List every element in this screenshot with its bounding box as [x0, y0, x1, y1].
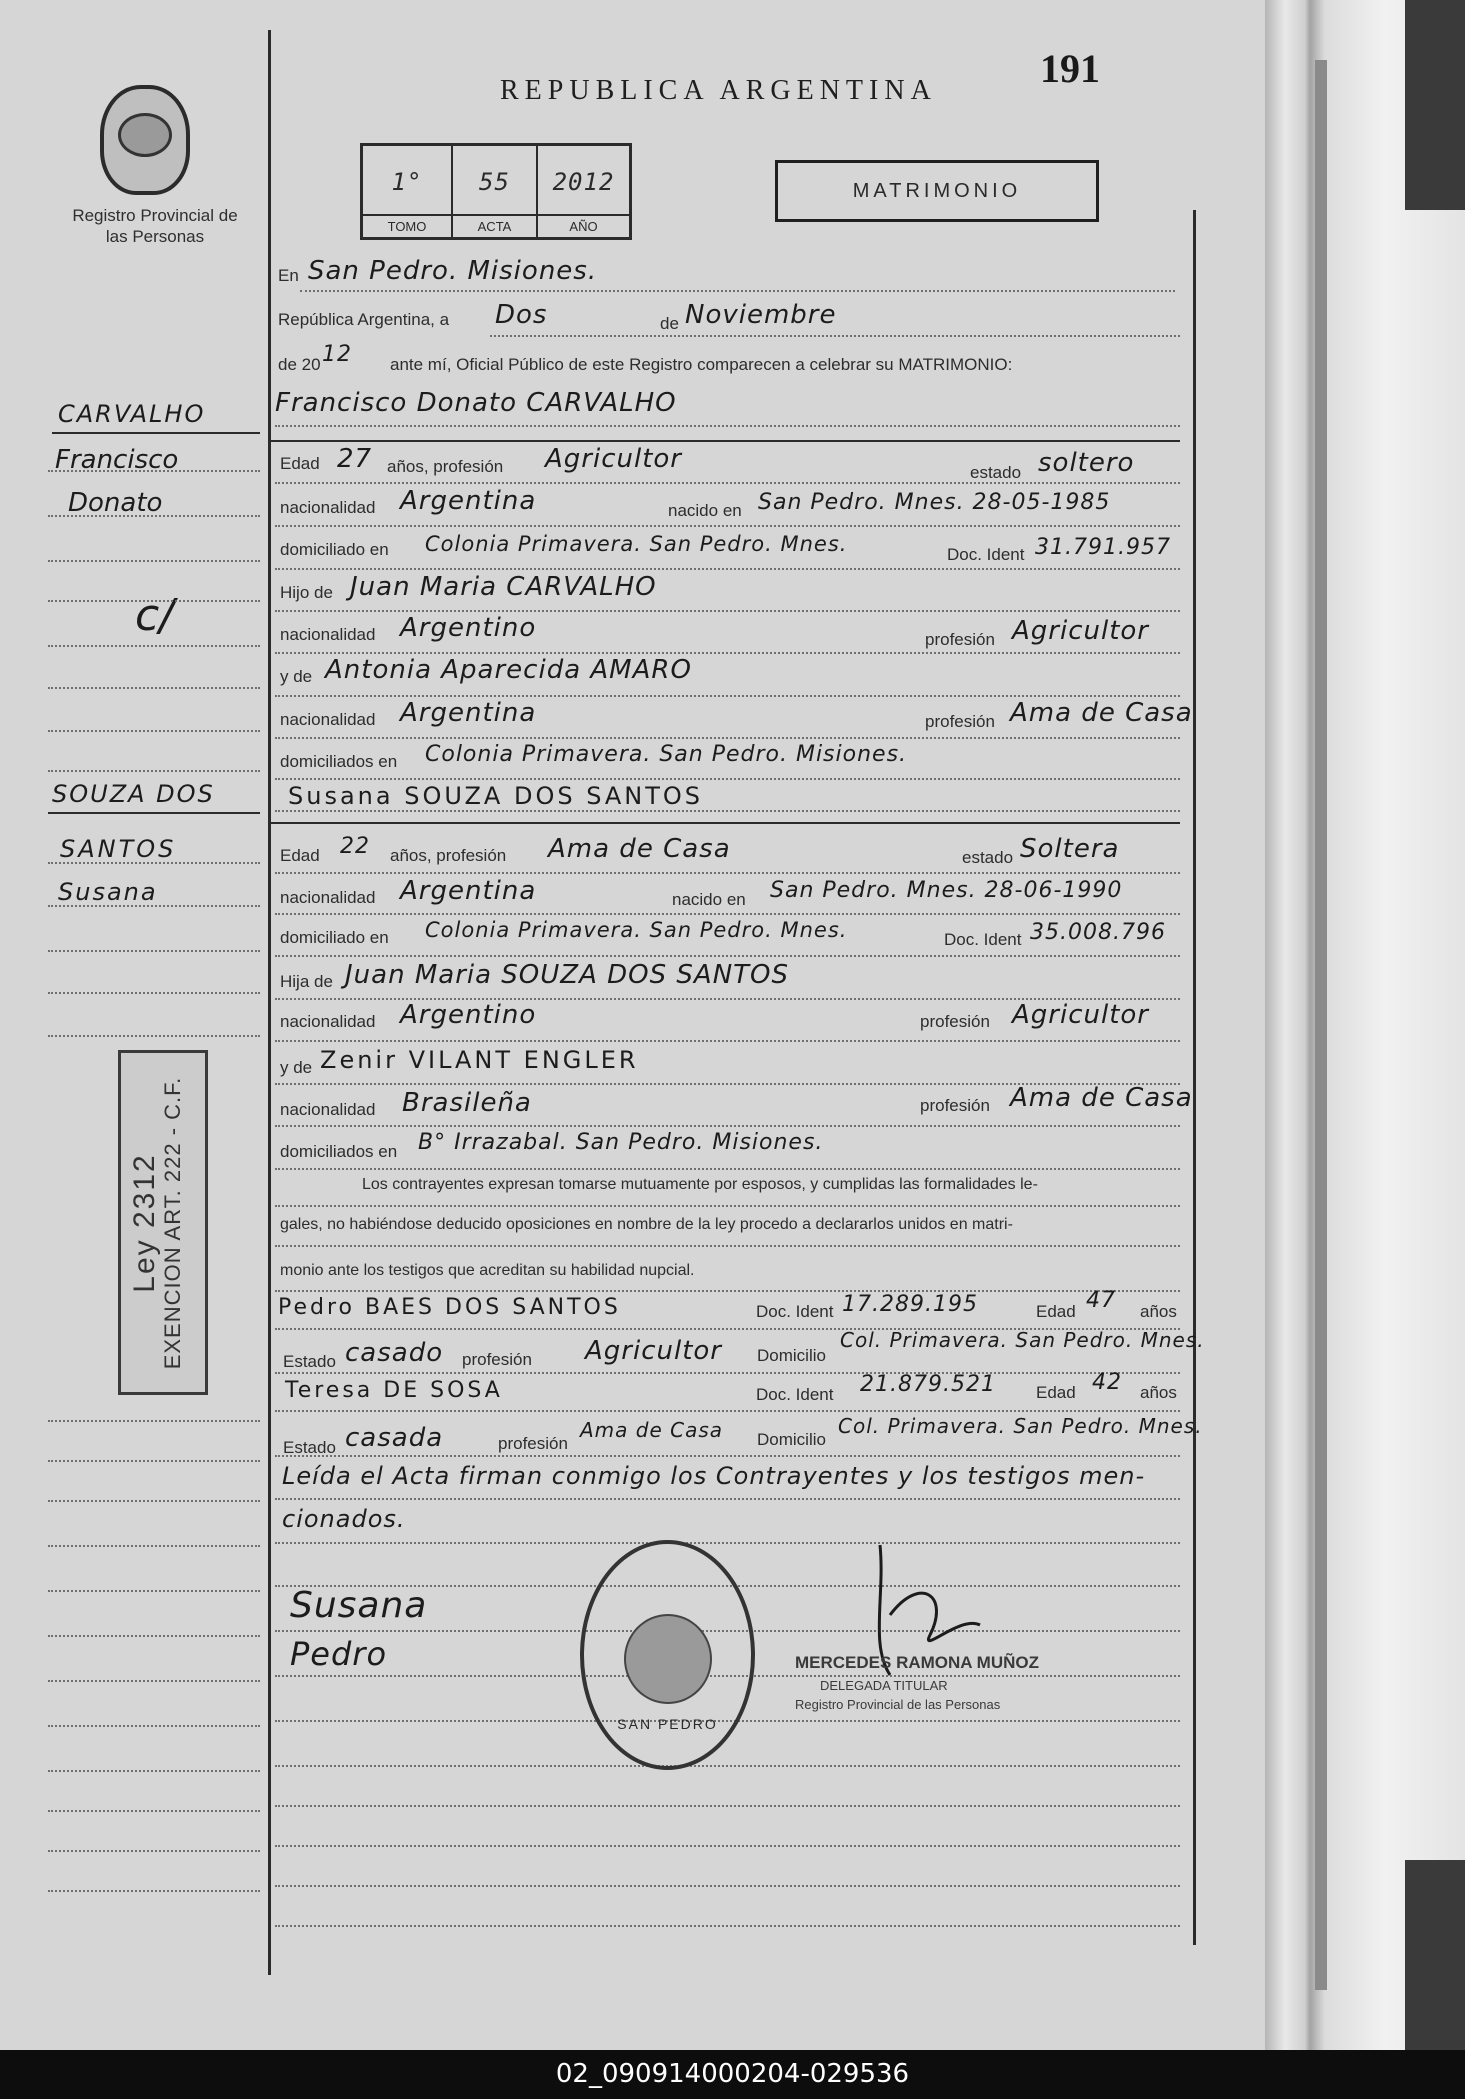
bride-doms-label: domiciliados en: [280, 1142, 398, 1161]
witness1-address: Col. Primavera. San Pedro. Mnes.: [840, 1328, 1205, 1352]
official-registry: Registro Provincial de las Personas: [795, 1697, 1001, 1712]
witness1-doc-label: Doc. Ident: [756, 1302, 834, 1321]
groom-profesion-label: años, profesión: [387, 457, 504, 476]
bride-hija-label: Hija de: [280, 972, 333, 991]
margin-line: [48, 600, 260, 602]
bride-profesion-label: años, profesión: [390, 846, 507, 865]
groom-nacido-label: nacido en: [668, 501, 742, 520]
groom-nac-label: nacionalidad: [280, 498, 376, 517]
groom-yde-label: y de: [280, 667, 313, 686]
left-margin-line: [268, 30, 271, 1975]
witness1-prof-label: profesión: [462, 1350, 532, 1369]
groom-father: Juan Maria CARVALHO: [350, 572, 657, 602]
margin-line: [48, 862, 260, 864]
line-groom-fnac: [275, 652, 1180, 654]
line-bride-mnac: [275, 1125, 1180, 1127]
margin-line: [48, 1810, 260, 1812]
bride-address: Colonia Primavera. San Pedro. Mnes.: [425, 918, 848, 942]
margin-line: [48, 515, 260, 517]
witness2-anos-label: años: [1140, 1383, 1177, 1402]
ruled-line: [275, 1805, 1180, 1807]
groom-mprof-label: profesión: [925, 712, 995, 731]
witness2-doc: 21.879.521: [860, 1372, 996, 1397]
margin-line: [48, 905, 260, 907]
closing-line2: cionados.: [282, 1505, 406, 1533]
tomo-acta-ano-box: [360, 143, 632, 240]
groom-estado-label: estado: [970, 463, 1022, 482]
bride-edad-label: Edad: [280, 846, 320, 865]
margin-bride-surname-2: SANTOS: [60, 835, 177, 863]
line-w2-status: [275, 1455, 1180, 1457]
bride-age: 22: [340, 834, 370, 859]
groom-father-nationality: Argentino: [400, 613, 537, 643]
bride-doc: 35.008.796: [1030, 920, 1166, 945]
margin-line: [48, 1035, 260, 1037]
witness1-anos-label: años: [1140, 1302, 1177, 1321]
groom-mother: Antonia Aparecida AMARO: [325, 655, 692, 685]
bride-mother-nationality: Brasileña: [402, 1088, 532, 1118]
bride-section-divider: [268, 822, 1180, 824]
bride-nacido-label: nacido en: [672, 890, 746, 909]
groom-civil-status: soltero: [1038, 448, 1135, 478]
year-prefix: de 20: [278, 355, 321, 374]
groom-father-profession: Agricultor: [1012, 616, 1149, 646]
margin-line: [48, 1635, 260, 1637]
margin-line: [48, 1850, 260, 1852]
line-bride-dom: [275, 955, 1180, 957]
groom-hijo-label: Hijo de: [280, 583, 333, 602]
groom-mother-nationality: Argentina: [400, 698, 537, 728]
line-groom-dom: [275, 568, 1180, 570]
line-date: [490, 335, 1180, 337]
groom-section-divider: [268, 440, 1180, 442]
margin-line: [48, 950, 260, 952]
image-id-bar: 02_090914000204-029536: [0, 2050, 1465, 2099]
witness2-address: Col. Primavera. San Pedro. Mnes.: [838, 1414, 1203, 1438]
witness1-age: 47: [1086, 1288, 1116, 1313]
bride-father-nationality: Argentino: [400, 1000, 537, 1030]
margin-line: [48, 1420, 260, 1422]
page-number: 191: [1040, 46, 1100, 91]
bride-full-name: Susana SOUZA DOS SANTOS: [288, 782, 704, 810]
witness2-estado-label: Estado: [283, 1438, 336, 1457]
acta-value: 55: [479, 168, 510, 196]
groom-full-name: Francisco Donato CARVALHO: [275, 388, 677, 418]
margin-bride-first: Susana: [58, 878, 158, 906]
closing-line1: Leída el Acta firman conmigo los Contrayentes y los testigos men-: [282, 1462, 1146, 1490]
margin-connector: c/: [135, 590, 175, 641]
bride-mother: Zenir VILANT ENGLER: [320, 1046, 639, 1074]
line-closing-2: [275, 1542, 1180, 1544]
line-groom-mother: [275, 695, 1180, 697]
acta-label: ACTA: [453, 214, 536, 237]
groom-edad-label: Edad: [280, 454, 320, 473]
ruled-line: [275, 1885, 1180, 1887]
bride-mprof-label: profesión: [920, 1096, 990, 1115]
ruled-line: [275, 1845, 1180, 1847]
line-groom-father: [275, 610, 1180, 612]
provincial-seal: [100, 85, 190, 195]
bride-father-profession: Agricultor: [1012, 1000, 1149, 1030]
ano-value: 2012: [552, 168, 615, 196]
witness1-profession: Agricultor: [585, 1336, 722, 1366]
line-bride-name: [275, 810, 1180, 812]
margin-line: [48, 1545, 260, 1547]
margin-line: [48, 687, 260, 689]
groom-age: 27: [337, 444, 373, 474]
bride-fnac-label: nacionalidad: [280, 1012, 376, 1031]
line-decl-3: [275, 1290, 1180, 1292]
registry-label: Registro Provincial de las Personas: [72, 206, 238, 246]
margin-line: [48, 1590, 260, 1592]
margin-line: [48, 1725, 260, 1727]
groom-birth: San Pedro. Mnes. 28-05-1985: [758, 490, 1111, 515]
groom-doc-label: Doc. Ident: [947, 545, 1025, 564]
official-name: MERCEDES RAMONA MUÑOZ: [795, 1653, 1039, 1672]
line-groom-age: [275, 482, 1180, 484]
bride-mnac-label: nacionalidad: [280, 1100, 376, 1119]
bride-fprof-label: profesión: [920, 1012, 990, 1031]
witness2-edad-label: Edad: [1036, 1383, 1076, 1402]
witness2-name: Teresa DE SOSA: [285, 1378, 503, 1403]
margin-line: [48, 1460, 260, 1462]
official-title: DELEGADA TITULAR: [820, 1678, 948, 1693]
groom-doms-label: domiciliados en: [280, 752, 398, 771]
bride-profession: Ama de Casa: [548, 834, 731, 864]
witness2-age: 42: [1092, 1370, 1122, 1395]
bride-civil-status: Soltera: [1020, 834, 1120, 864]
seal-place: SAN PEDRO: [617, 1716, 718, 1732]
line-groom-doms: [275, 778, 1180, 780]
line-bride-age: [275, 872, 1180, 874]
groom-mother-profession: Ama de Casa: [1010, 698, 1193, 728]
groom-address: Colonia Primavera. San Pedro. Mnes.: [425, 532, 848, 556]
groom-parents-address: Colonia Primavera. San Pedro. Misiones.: [425, 742, 908, 767]
groom-profession: Agricultor: [545, 444, 682, 474]
line-place: [300, 290, 1175, 292]
signature-1: Susana: [290, 1585, 428, 1626]
republica-label: República Argentina, a: [278, 310, 450, 329]
intro-month: Noviembre: [685, 300, 837, 330]
margin-bride-divider: [48, 812, 260, 814]
line-groom-nac: [275, 525, 1180, 527]
bride-parents-address: B° Irrazabal. San Pedro. Misiones.: [418, 1130, 824, 1155]
line-decl-2: [275, 1245, 1180, 1247]
country-title: REPUBLICA ARGENTINA: [500, 75, 937, 106]
bride-mother-profession: Ama de Casa: [1010, 1083, 1193, 1113]
bride-doc-label: Doc. Ident: [944, 930, 1022, 949]
margin-line: [48, 1500, 260, 1502]
margin-line: [48, 470, 260, 472]
line-closing-1: [275, 1498, 1180, 1500]
margin-line: [48, 992, 260, 994]
book-binding: [1265, 0, 1465, 2050]
margin-line: [48, 645, 260, 647]
margin-name-divider: [52, 432, 260, 434]
margin-line: [48, 770, 260, 772]
tomo-label: TOMO: [363, 214, 451, 237]
tomo-value: 1°: [391, 168, 423, 196]
witness2-doc-label: Doc. Ident: [756, 1385, 834, 1404]
right-margin-line: [1193, 210, 1196, 1945]
groom-fprof-label: profesión: [925, 630, 995, 649]
bride-birth: San Pedro. Mnes. 28-06-1990: [770, 878, 1123, 903]
groom-nationality: Argentina: [400, 486, 537, 516]
bride-nationality: Argentina: [400, 876, 537, 906]
stamp-exemption: EXENCION ART. 222 - C.F.: [160, 1076, 186, 1369]
line-bride-doms: [275, 1168, 1180, 1170]
margin-line: [48, 1770, 260, 1772]
bride-nac-label: nacionalidad: [280, 888, 376, 907]
witness2-prof-label: profesión: [498, 1434, 568, 1453]
line-w2-name: [275, 1410, 1180, 1412]
stamp-law: Ley 2312: [127, 1152, 161, 1293]
groom-fnac-label: nacionalidad: [280, 625, 376, 644]
witness1-estado-label: Estado: [283, 1352, 336, 1371]
witness1-name: Pedro BAES DOS SANTOS: [278, 1295, 621, 1320]
declaration-line1: Los contrayentes expresan tomarse mutuamente por esposos, y cumplidas las formalidades le-: [362, 1176, 1038, 1193]
en-label: En: [278, 266, 299, 285]
witness2-profession: Ama de Casa: [580, 1418, 724, 1442]
bride-dom-label: domiciliado en: [280, 928, 389, 947]
year-suffix: 12: [322, 342, 352, 367]
margin-groom-second: Donato: [68, 488, 163, 518]
declaration-line2: gales, no habiéndose deducido oposiciones en nombre de la ley procedo a declararlos unidos en matri-: [280, 1216, 1013, 1233]
exemption-stamp: [118, 1050, 208, 1395]
groom-dom-label: domiciliado en: [280, 540, 389, 559]
margin-line: [48, 730, 260, 732]
margin-line: [48, 1680, 260, 1682]
line-decl-1: [275, 1205, 1180, 1207]
intro-place: San Pedro. Misiones.: [308, 256, 598, 286]
record-type-box: MATRIMONIO: [775, 160, 1099, 222]
line-bride-nac: [275, 913, 1180, 915]
line-groom-mnac: [275, 737, 1180, 739]
bride-father: Juan Maria SOUZA DOS SANTOS: [345, 960, 790, 990]
ruled-line: [275, 1765, 1180, 1767]
ano-label: AÑO: [538, 214, 629, 237]
groom-doc: 31.791.957: [1035, 535, 1171, 560]
intro-statement: ante mí, Oficial Público de este Registro comparecen a celebrar su MATRIMONIO:: [390, 355, 1013, 374]
witness2-dom-label: Domicilio: [757, 1430, 826, 1449]
witness1-edad-label: Edad: [1036, 1302, 1076, 1321]
de-label: de: [660, 314, 679, 333]
acta-cell: [453, 146, 538, 237]
tomo-cell: [363, 146, 453, 237]
signature-2: Pedro: [290, 1635, 388, 1673]
ruled-line: [275, 1925, 1180, 1927]
intro-day: Dos: [495, 300, 548, 330]
margin-bride-surname-1: SOUZA DOS: [52, 780, 215, 808]
witness1-doc: 17.289.195: [842, 1292, 978, 1317]
line-groom-name: [275, 425, 1180, 427]
groom-mnac-label: nacionalidad: [280, 710, 376, 729]
margin-line: [48, 560, 260, 562]
ano-cell: [538, 146, 629, 237]
official-round-seal: [580, 1540, 755, 1770]
margin-line: [48, 1890, 260, 1892]
margin-groom-surname: CARVALHO: [58, 400, 206, 428]
bride-estado-label: estado: [962, 848, 1014, 867]
bride-yde-label: y de: [280, 1058, 313, 1077]
witness1-status: casado: [345, 1338, 444, 1368]
line-w1-status: [275, 1372, 1180, 1374]
margin-groom-first: Francisco: [55, 445, 179, 475]
line-bride-fnac: [275, 1040, 1180, 1042]
declaration-line3: monio ante los testigos que acreditan su habilidad nupcial.: [280, 1262, 695, 1279]
witness1-dom-label: Domicilio: [757, 1346, 826, 1365]
witness2-status: casada: [345, 1423, 444, 1453]
